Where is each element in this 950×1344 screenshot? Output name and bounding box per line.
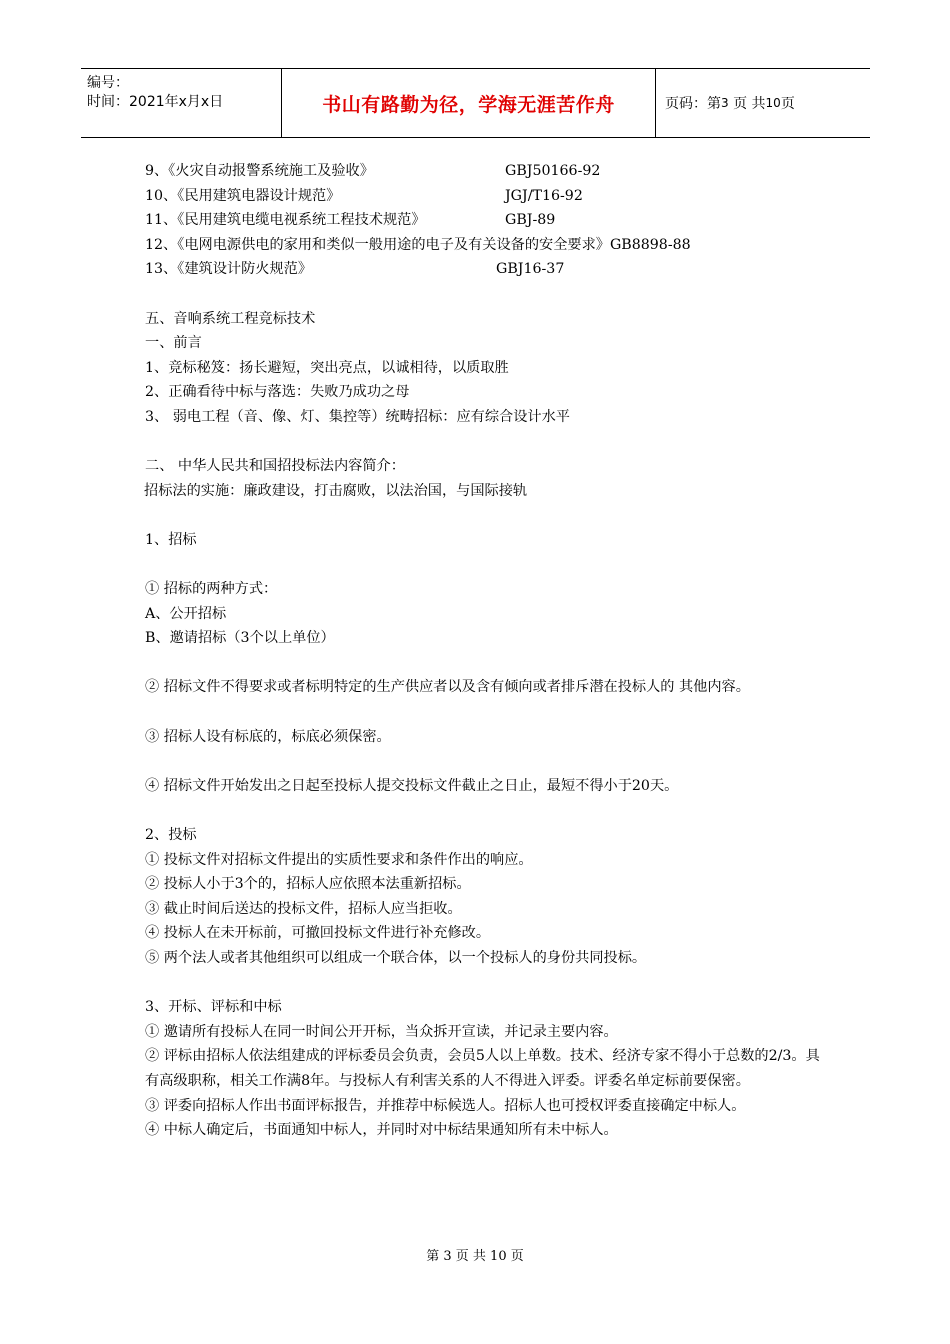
list-item: ④ 投标人在未开标前，可撤回投标文件进行补充修改。 xyxy=(145,925,491,942)
ref-code: GBJ-89 xyxy=(505,212,556,229)
list-item: ④ 中标人确定后，书面通知中标人，并同时对中标结果通知所有未中标人。 xyxy=(145,1122,618,1139)
serial-label: 编号： xyxy=(87,75,129,91)
subsection-title: 二、 中华人民共和国招投标法内容简介： xyxy=(145,458,405,475)
date-label: 时间：2021年x月x日 xyxy=(87,94,224,110)
subsection-title: 一、前言 xyxy=(145,335,202,352)
list-item: ① 投标文件对招标文件提出的实质性要求和条件作出的响应。 xyxy=(145,851,533,868)
subsection-title: 1、招标 xyxy=(145,531,197,548)
list-item: ⑤ 两个法人或者其他组织可以组成一个联合体，以一个投标人的身份共同投标。 xyxy=(145,950,647,966)
list-item: 3、 弱电工程（音、像、灯、集控等）统畴招标：应有综合设计水平 xyxy=(145,408,570,425)
paragraph: ③ 招标人设有标底的，标底必须保密。 xyxy=(145,728,391,745)
ref-item: 13、《建筑设计防火规范》 GBJ16-37 xyxy=(145,257,825,282)
list-item: 1、竞标秘笈：扬长避短，突出亮点，以诚相待，以质取胜 xyxy=(145,359,509,376)
list-item: ③ 截止时间后送达的投标文件，招标人应当拒收。 xyxy=(145,900,462,917)
subsection-title: 3、开标、评标和中标 xyxy=(145,999,282,1016)
paragraph: 招标法的实施：廉政建设，打击腐败，以法治国，与国际接轨 xyxy=(144,482,528,499)
list-item: B、邀请招标（3个以上单位） xyxy=(145,630,335,647)
header-page-number xyxy=(656,69,870,137)
list-item: 2、正确看待中标与落选：失败乃成功之母 xyxy=(145,384,410,401)
header-meta xyxy=(81,69,282,137)
section-title: 五、音响系统工程竞标技术 xyxy=(145,310,316,327)
page-mid: 页 共 xyxy=(733,96,766,112)
page-header xyxy=(81,68,870,138)
page-label: 页码：第 xyxy=(665,96,721,112)
list-item: ③ 评委向招标人作出书面评标报告，并推荐中标候选人。招标人也可授权评委直接确定中标人。 xyxy=(145,1097,746,1114)
paragraph: ① 招标的两种方式： xyxy=(145,581,278,598)
ref-code: GBJ16-37 xyxy=(496,261,565,278)
page-num: 3 xyxy=(721,96,729,110)
ref-item: 9、《火灾自动报警系统施工及验收》 GBJ50166-92 xyxy=(145,159,825,184)
list-item: A、公开招标 xyxy=(145,605,227,622)
page-end: 页 xyxy=(780,96,795,112)
paragraph: ② 招标文件不得要求或者标明特定的生产供应者以及含有倾向或者排斥潜在投标人的 其他内容。 xyxy=(145,679,750,696)
ref-code: GBJ50166-92 xyxy=(505,163,601,179)
page-footer: 第 3 页 共 10 页 xyxy=(426,1249,524,1264)
ref-code: JGJ/T16-92 xyxy=(505,187,583,204)
ref-item: 11、《民用建筑电缆电视系统工程技术规范》 GBJ-89 xyxy=(145,208,825,233)
header-motto: 书山有路勤为径，学海无涯苦作舟 xyxy=(282,69,656,137)
list-item: ② 投标人小于3个的，招标人应依照本法重新招标。 xyxy=(145,876,471,893)
subsection-title: 2、投标 xyxy=(145,827,197,844)
page-total: 10 xyxy=(765,96,781,110)
ref-item: 12、《电网电源供电的家用和类似一般用途的电子及有关设备的安全要求》GB8898-88 xyxy=(145,236,691,253)
ref-item: 10、《民用建筑电器设计规范》 JGJ/T16-92 xyxy=(145,184,825,209)
paragraph: ④ 招标文件开始发出之日起至投标人提交投标文件截止之日止，最短不得小于20天。 xyxy=(145,777,679,794)
list-item: ① 邀请所有投标人在同一时间公开开标，当众拆开宣读，并记录主要内容。 xyxy=(145,1023,618,1040)
document-body xyxy=(145,159,825,1143)
list-item: ② 评标由招标人依法组建成的评标委员会负责，会员5人以上单数。技术、经济专家不得小于总数的2/3。具有高级职称，相关工作满8年。与投标人有利害关系的人不得进入评委。评委名单定标前要保密。 xyxy=(145,1048,820,1089)
